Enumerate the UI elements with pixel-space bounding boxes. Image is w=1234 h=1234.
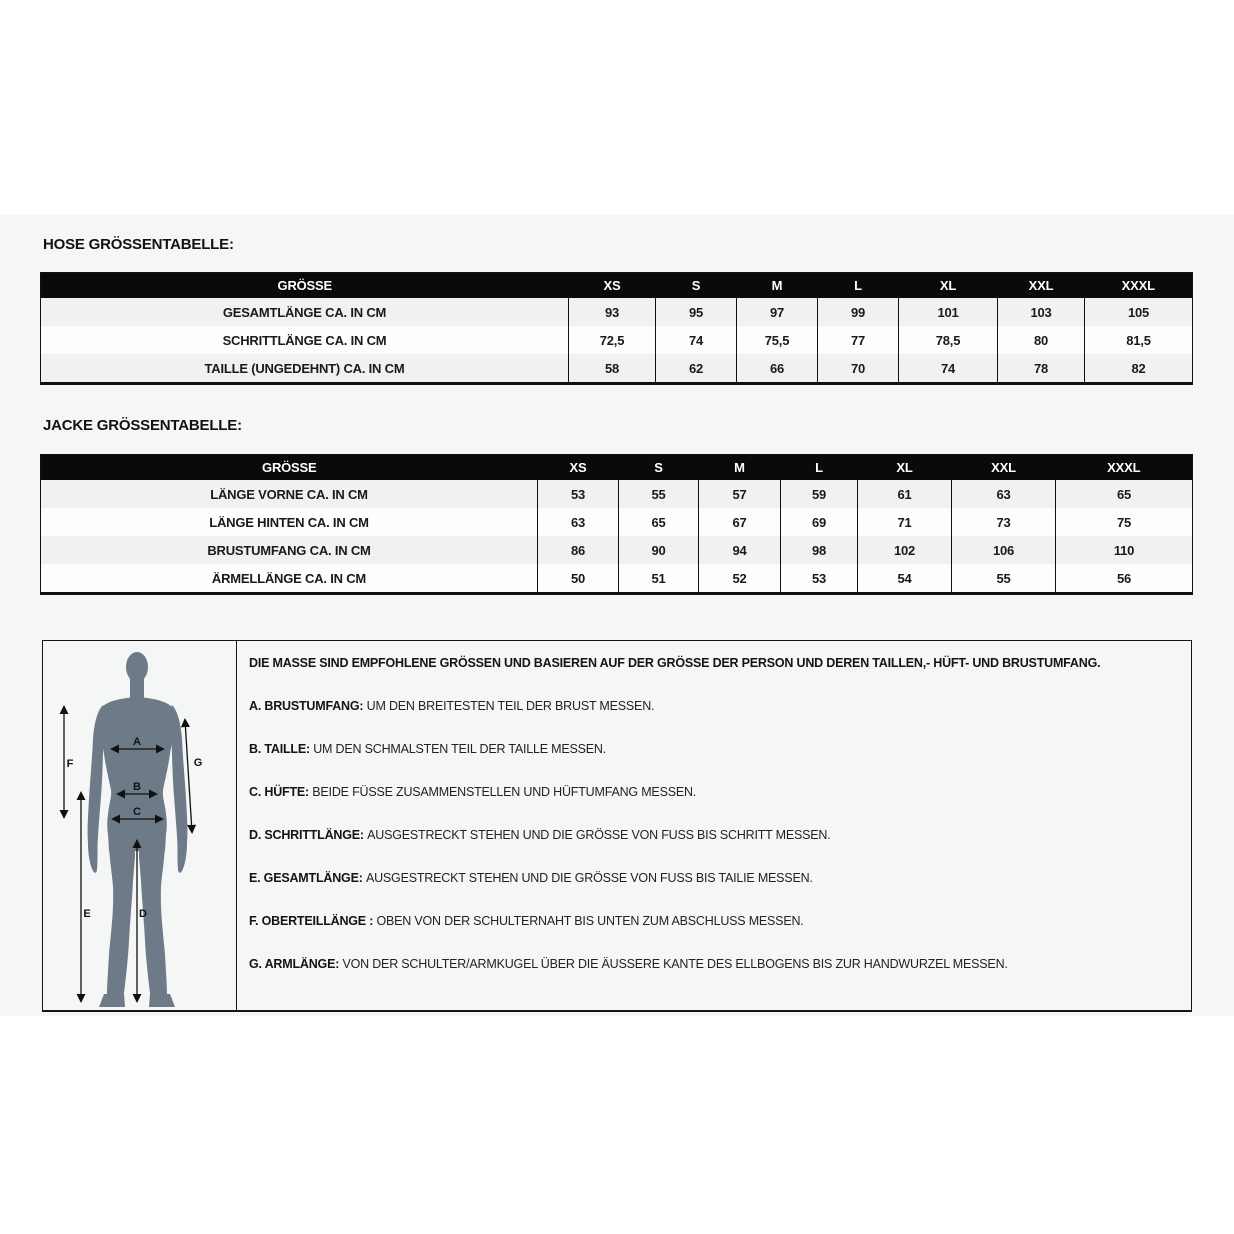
guide-item bbox=[249, 785, 1181, 799]
size-value-cell: 69 bbox=[781, 508, 858, 536]
size-header: L bbox=[818, 273, 899, 299]
figure-label-g: G bbox=[193, 757, 203, 769]
size-column-header: GRÖSSE bbox=[41, 455, 538, 481]
size-value-cell: 63 bbox=[538, 508, 619, 536]
size-value-cell: 55 bbox=[952, 564, 1056, 594]
guide-item bbox=[249, 871, 1181, 885]
size-value-cell: 95 bbox=[656, 298, 737, 326]
size-header: XL bbox=[899, 273, 998, 299]
figure-label-d: D bbox=[139, 908, 147, 920]
size-value-cell: 75,5 bbox=[737, 326, 818, 354]
size-value-cell: 78 bbox=[998, 354, 1085, 384]
row-label: BRUSTUMFANG CA. IN CM bbox=[207, 542, 371, 558]
figure-label-e: E bbox=[83, 908, 91, 920]
guide-item-label: D. SCHRITTLÄNGE: bbox=[249, 828, 368, 842]
size-value-cell: 103 bbox=[998, 298, 1085, 326]
size-header: XXL bbox=[998, 273, 1085, 299]
size-header: XXXL bbox=[1085, 273, 1193, 299]
table-row bbox=[41, 354, 1193, 384]
size-value-cell: 55 bbox=[619, 480, 699, 508]
size-value-cell: 50 bbox=[538, 564, 619, 594]
size-value-cell: 56 bbox=[1056, 564, 1193, 594]
size-header: M bbox=[737, 273, 818, 299]
guide-items-list bbox=[249, 699, 1181, 971]
size-value-cell: 61 bbox=[858, 480, 952, 508]
guide-item-text: UM DEN BREITESTEN TEIL DER BRUST MESSEN. bbox=[366, 699, 655, 713]
size-value-cell: 75 bbox=[1056, 508, 1193, 536]
size-value-cell: 51 bbox=[619, 564, 699, 594]
measurement-guide-box bbox=[42, 640, 1192, 1012]
guide-item-text: UM DEN SCHMALSTEN TEIL DER TAILLE MESSEN. bbox=[313, 742, 607, 756]
size-value-cell: 78,5 bbox=[899, 326, 998, 354]
size-value-cell: 58 bbox=[569, 354, 656, 384]
size-header: S bbox=[656, 273, 737, 299]
figure-label-f: F bbox=[66, 758, 74, 770]
size-value-cell: 98 bbox=[781, 536, 858, 564]
guide-item-label: F. OBERTEILLÄNGE : bbox=[249, 914, 377, 928]
size-value-cell: 70 bbox=[818, 354, 899, 384]
size-value-cell: 74 bbox=[899, 354, 998, 384]
size-column-header: GRÖSSE bbox=[41, 273, 569, 299]
size-header: M bbox=[699, 455, 781, 481]
figure-label-a: A bbox=[133, 736, 141, 748]
guide-item bbox=[249, 742, 1181, 756]
size-value-cell: 71 bbox=[858, 508, 952, 536]
hose-table-header-row bbox=[41, 273, 1193, 299]
table-row bbox=[41, 298, 1193, 326]
hose-size-table bbox=[40, 272, 1193, 385]
jacke-section-heading: JACKE GRÖSSENTABELLE: bbox=[43, 417, 242, 434]
size-value-cell: 65 bbox=[619, 508, 699, 536]
size-value-cell: 52 bbox=[699, 564, 781, 594]
figure-label-b: B bbox=[133, 781, 141, 793]
row-label: LÄNGE VORNE CA. IN CM bbox=[210, 486, 368, 502]
size-header: L bbox=[781, 455, 858, 481]
row-label: GESAMTLÄNGE CA. IN CM bbox=[222, 304, 387, 320]
size-value-cell: 72,5 bbox=[569, 326, 656, 354]
size-value-cell: 65 bbox=[1056, 480, 1193, 508]
size-value-cell: 57 bbox=[699, 480, 781, 508]
size-header: S bbox=[619, 455, 699, 481]
size-value-cell: 66 bbox=[737, 354, 818, 384]
hose-section-heading: HOSE GRÖSSENTABELLE: bbox=[43, 236, 234, 253]
guide-item-text: AUSGESTRECKT STEHEN UND DIE GRÖSSE VON FUSS BIS SCHRITT MESSEN. bbox=[367, 828, 831, 842]
row-label: LÄNGE HINTEN CA. IN CM bbox=[209, 514, 369, 530]
size-value-cell: 102 bbox=[858, 536, 952, 564]
guide-intro-text: DIE MASSE SIND EMPFOHLENE GRÖSSEN UND BASIEREN AUF DER GRÖSSE DER PERSON UND DEREN TAILLEN,- HÜFT- UND BRUSTUMFANG. bbox=[249, 656, 1101, 670]
size-value-cell: 97 bbox=[737, 298, 818, 326]
guide-item bbox=[249, 914, 1181, 928]
size-value-cell: 67 bbox=[699, 508, 781, 536]
size-value-cell: 82 bbox=[1085, 354, 1193, 384]
guide-item-text: VON DER SCHULTER/ARMKUGEL ÜBER DIE ÄUSSERE KANTE DES ELLBOGENS BIS ZUR HANDWURZEL MESSEN. bbox=[342, 957, 1008, 971]
size-value-cell: 110 bbox=[1056, 536, 1193, 564]
body-silhouette-figure bbox=[43, 641, 236, 1011]
table-row bbox=[41, 536, 1193, 564]
table-row bbox=[41, 326, 1193, 354]
size-value-cell: 77 bbox=[818, 326, 899, 354]
row-label: TAILLE (UNGEDEHNT) CA. IN CM bbox=[204, 360, 405, 376]
size-value-cell: 54 bbox=[858, 564, 952, 594]
guide-item-label: C. HÜFTE: bbox=[249, 785, 313, 799]
size-value-cell: 80 bbox=[998, 326, 1085, 354]
size-value-cell: 53 bbox=[781, 564, 858, 594]
size-value-cell: 101 bbox=[899, 298, 998, 326]
size-value-cell: 93 bbox=[569, 298, 656, 326]
size-value-cell: 94 bbox=[699, 536, 781, 564]
guide-item bbox=[249, 828, 1181, 842]
size-value-cell: 81,5 bbox=[1085, 326, 1193, 354]
size-value-cell: 99 bbox=[818, 298, 899, 326]
guide-item-label: G. ARMLÄNGE: bbox=[249, 957, 343, 971]
guide-item-label: E. GESAMTLÄNGE: bbox=[249, 871, 366, 885]
size-value-cell: 63 bbox=[952, 480, 1056, 508]
guide-item-label: B. TAILLE: bbox=[249, 742, 314, 756]
size-value-cell: 59 bbox=[781, 480, 858, 508]
size-value-cell: 74 bbox=[656, 326, 737, 354]
guide-item bbox=[249, 699, 1181, 713]
table-row bbox=[41, 564, 1193, 594]
jacke-table-header-row bbox=[41, 455, 1193, 481]
table-row bbox=[41, 508, 1193, 536]
measurement-instructions bbox=[237, 641, 1191, 1010]
size-header: XL bbox=[858, 455, 952, 481]
row-label: SCHRITTLÄNGE CA. IN CM bbox=[222, 332, 387, 348]
size-header: XS bbox=[569, 273, 656, 299]
size-header: XXL bbox=[952, 455, 1056, 481]
guide-item-label: A. BRUSTUMFANG: bbox=[249, 699, 367, 713]
size-value-cell: 90 bbox=[619, 536, 699, 564]
size-value-cell: 105 bbox=[1085, 298, 1193, 326]
guide-item-text: AUSGESTRECKT STEHEN UND DIE GRÖSSE VON FUSS BIS TAILIE MESSEN. bbox=[365, 871, 813, 885]
table-row bbox=[41, 480, 1193, 508]
figure-label-c: C bbox=[133, 806, 141, 818]
row-label: ÄRMELLÄNGE CA. IN CM bbox=[211, 570, 367, 586]
size-header: XXXL bbox=[1056, 455, 1193, 481]
size-header: XS bbox=[538, 455, 619, 481]
guide-item-text: BEIDE FÜSSE ZUSAMMENSTELLEN UND HÜFTUMFANG MESSEN. bbox=[312, 785, 697, 799]
size-value-cell: 73 bbox=[952, 508, 1056, 536]
size-value-cell: 106 bbox=[952, 536, 1056, 564]
size-value-cell: 86 bbox=[538, 536, 619, 564]
size-value-cell: 53 bbox=[538, 480, 619, 508]
guide-item bbox=[249, 957, 1181, 971]
body-figure-cell bbox=[43, 641, 237, 1010]
jacke-size-table bbox=[40, 454, 1193, 595]
size-value-cell: 62 bbox=[656, 354, 737, 384]
guide-item-text: OBEN VON DER SCHULTERNAHT BIS UNTEN ZUM ABSCHLUSS MESSEN. bbox=[376, 914, 804, 928]
